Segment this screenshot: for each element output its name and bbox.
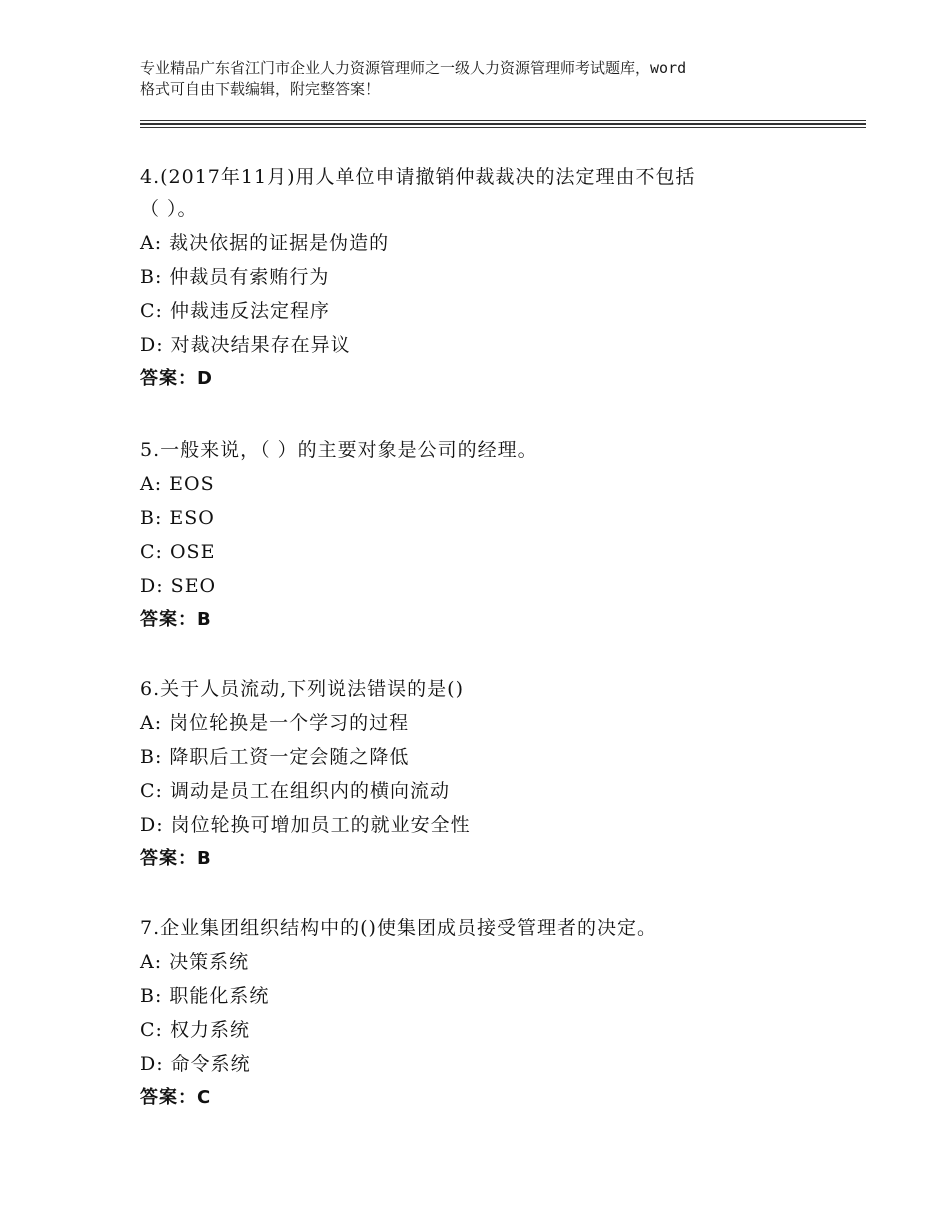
question-stem-continued: （ ）。 [140,198,198,220]
header-divider-thin-bottom [140,127,866,128]
question-stem: 7.企业集团组织结构中的()使集团成员接受管理者的决定。 [140,917,657,939]
header-divider-thick [140,123,866,125]
option-b: B: 仲裁员有索贿行为 [140,266,330,288]
option-b: B: ESO [140,507,215,529]
option-d: D: SEO [140,575,217,597]
question-stem: 5.一般来说，（ ）的主要对象是公司的经理。 [140,439,538,461]
question-6 [140,672,840,876]
option-d: D: 对裁决结果存在异议 [140,334,351,356]
question-4 [140,160,840,396]
option-a: A: 岗位轮换是一个学习的过程 [140,712,410,734]
answer: 答案：C [140,1087,212,1108]
question-7 [140,911,840,1115]
option-c: C: OSE [140,541,216,563]
question-5 [140,433,840,637]
option-d: D: 岗位轮换可增加员工的就业安全性 [140,814,471,836]
header-line-1: 专业精品广东省江门市企业人力资源管理师之一级人力资源管理师考试题库，word [140,59,687,77]
answer: 答案：B [140,609,212,630]
option-a: A: 决策系统 [140,951,250,973]
header-divider-thin-top [140,120,866,121]
option-d: D: 命令系统 [140,1053,251,1075]
option-c: C: 仲裁违反法定程序 [140,300,330,322]
option-c: C: 权力系统 [140,1019,250,1041]
option-b: B: 职能化系统 [140,985,270,1007]
option-c: C: 调动是员工在组织内的横向流动 [140,780,450,802]
answer: 答案：B [140,848,212,869]
option-a: A: 裁决依据的证据是伪造的 [140,232,390,254]
question-stem: 6.关于人员流动,下列说法错误的是() [140,678,464,700]
question-stem: 4.(2017年11月)用人单位申请撤销仲裁裁决的法定理由不包括 [140,166,696,188]
option-a: A: EOS [140,473,215,495]
option-b: B: 降职后工资一定会随之降低 [140,746,410,768]
document-header [140,58,840,100]
header-line-2: 格式可自由下载编辑，附完整答案！ [140,80,381,98]
answer: 答案：D [140,368,213,389]
